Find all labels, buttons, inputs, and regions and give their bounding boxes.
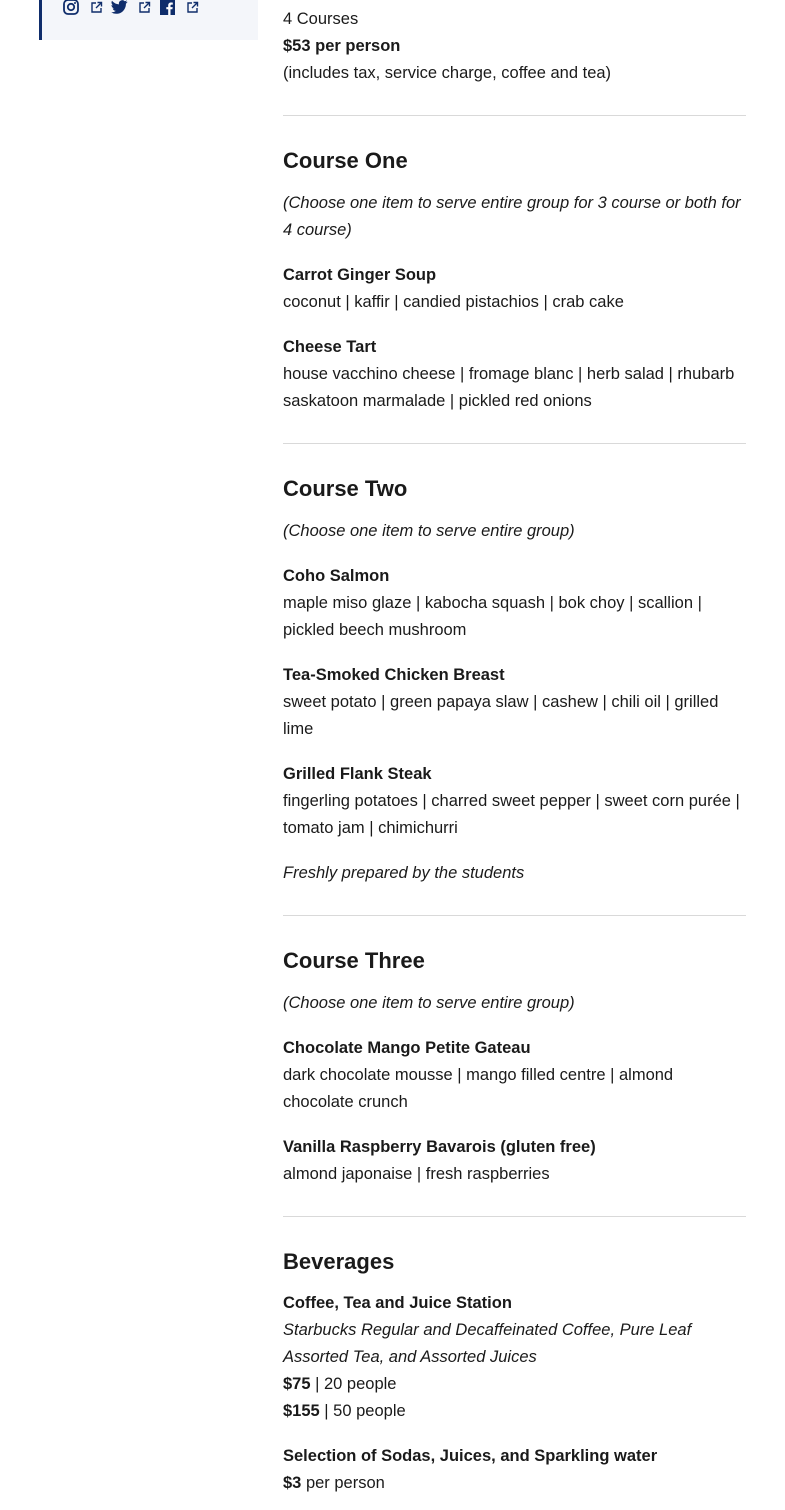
beverage-price-line xyxy=(283,1470,746,1497)
menu-item-desc: coconut | kaffir | candied pistachios | crab cake xyxy=(283,293,624,311)
twitter-external-link[interactable] xyxy=(136,0,152,15)
menu-item-name: Vanilla Raspberry Bavarois (gluten free) xyxy=(283,1138,596,1156)
price-includes: (includes tax, service charge, coffee and tea) xyxy=(283,64,612,82)
price-per-person: $53 per person xyxy=(283,37,401,55)
divider xyxy=(283,115,746,116)
social-links xyxy=(62,0,200,16)
price-amount: $75 xyxy=(283,1375,311,1393)
price-detail: | 20 people xyxy=(310,1375,397,1393)
menu-item-name: Chocolate Mango Petite Gateau xyxy=(283,1039,531,1057)
facebook-icon xyxy=(160,0,175,15)
beverages-heading: Beverages xyxy=(283,1249,395,1274)
instagram-icon xyxy=(63,0,79,15)
menu-item-name: Grilled Flank Steak xyxy=(283,765,432,783)
course-two-note: (Choose one item to serve entire group) xyxy=(283,522,575,540)
menu-item-name: Tea-Smoked Chicken Breast xyxy=(283,666,505,684)
price-amount: $3 xyxy=(283,1474,302,1492)
course-three-heading: Course Three xyxy=(283,948,425,973)
price-detail: per person xyxy=(301,1474,385,1492)
divider xyxy=(283,915,746,916)
beverage-item-name: Coffee, Tea and Juice Station xyxy=(283,1294,512,1312)
menu-item-desc: maple miso glaze | kabocha squash | bok choy | scallion | pickled beech mushroom xyxy=(283,594,702,639)
beverage-item-desc: Starbucks Regular and Decaffeinated Coffee, Pure Leaf Assorted Tea, and Assorted Juices xyxy=(283,1321,692,1366)
facebook-link[interactable] xyxy=(158,0,176,16)
course-three-section xyxy=(283,990,746,1188)
external-link-icon xyxy=(90,1,103,14)
social-links-panel xyxy=(39,0,258,40)
external-link-icon xyxy=(138,1,151,14)
facebook-external-link[interactable] xyxy=(184,0,200,15)
external-link-icon xyxy=(186,1,199,14)
menu-item-desc: almond japonaise | fresh raspberries xyxy=(283,1165,550,1183)
twitter-link[interactable] xyxy=(110,0,128,16)
beverage-price-line xyxy=(283,1371,746,1398)
price-detail: | 50 people xyxy=(319,1402,406,1420)
menu-pricing xyxy=(283,6,746,87)
beverage-price-line xyxy=(283,1398,746,1425)
course-one-heading: Course One xyxy=(283,148,408,173)
course-two-heading: Course Two xyxy=(283,476,408,501)
course-count: 4 Courses xyxy=(283,10,359,28)
instagram-link[interactable] xyxy=(62,0,80,16)
beverage-item-name: Selection of Sodas, Juices, and Sparkling water xyxy=(283,1447,658,1465)
twitter-icon xyxy=(111,0,128,14)
menu-item-desc: sweet potato | green papaya slaw | cashew | chili oil | grilled lime xyxy=(283,693,719,738)
beverages-section xyxy=(283,1290,746,1497)
course-one-section xyxy=(283,190,746,415)
course-three-note: (Choose one item to serve entire group) xyxy=(283,994,575,1012)
menu-item-name: Coho Salmon xyxy=(283,567,390,585)
menu-item-desc: dark chocolate mousse | mango filled centre | almond chocolate crunch xyxy=(283,1066,674,1111)
course-two-footer: Freshly prepared by the students xyxy=(283,864,525,882)
price-amount: $155 xyxy=(283,1402,320,1420)
divider xyxy=(283,1216,746,1217)
menu-item-name: Cheese Tart xyxy=(283,338,377,356)
course-two-section xyxy=(283,518,746,887)
menu-item-desc: house vacchino cheese | fromage blanc | herb salad | rhubarb saskatoon marmalade | pickled red onions xyxy=(283,365,735,410)
menu-item-name: Carrot Ginger Soup xyxy=(283,266,437,284)
divider xyxy=(283,443,746,444)
menu-item-desc: fingerling potatoes | charred sweet pepper | sweet corn purée | tomato jam | chimichurri xyxy=(283,792,740,837)
instagram-external-link[interactable] xyxy=(88,0,104,15)
course-one-note: (Choose one item to serve entire group for 3 course or both for 4 course) xyxy=(283,194,741,239)
